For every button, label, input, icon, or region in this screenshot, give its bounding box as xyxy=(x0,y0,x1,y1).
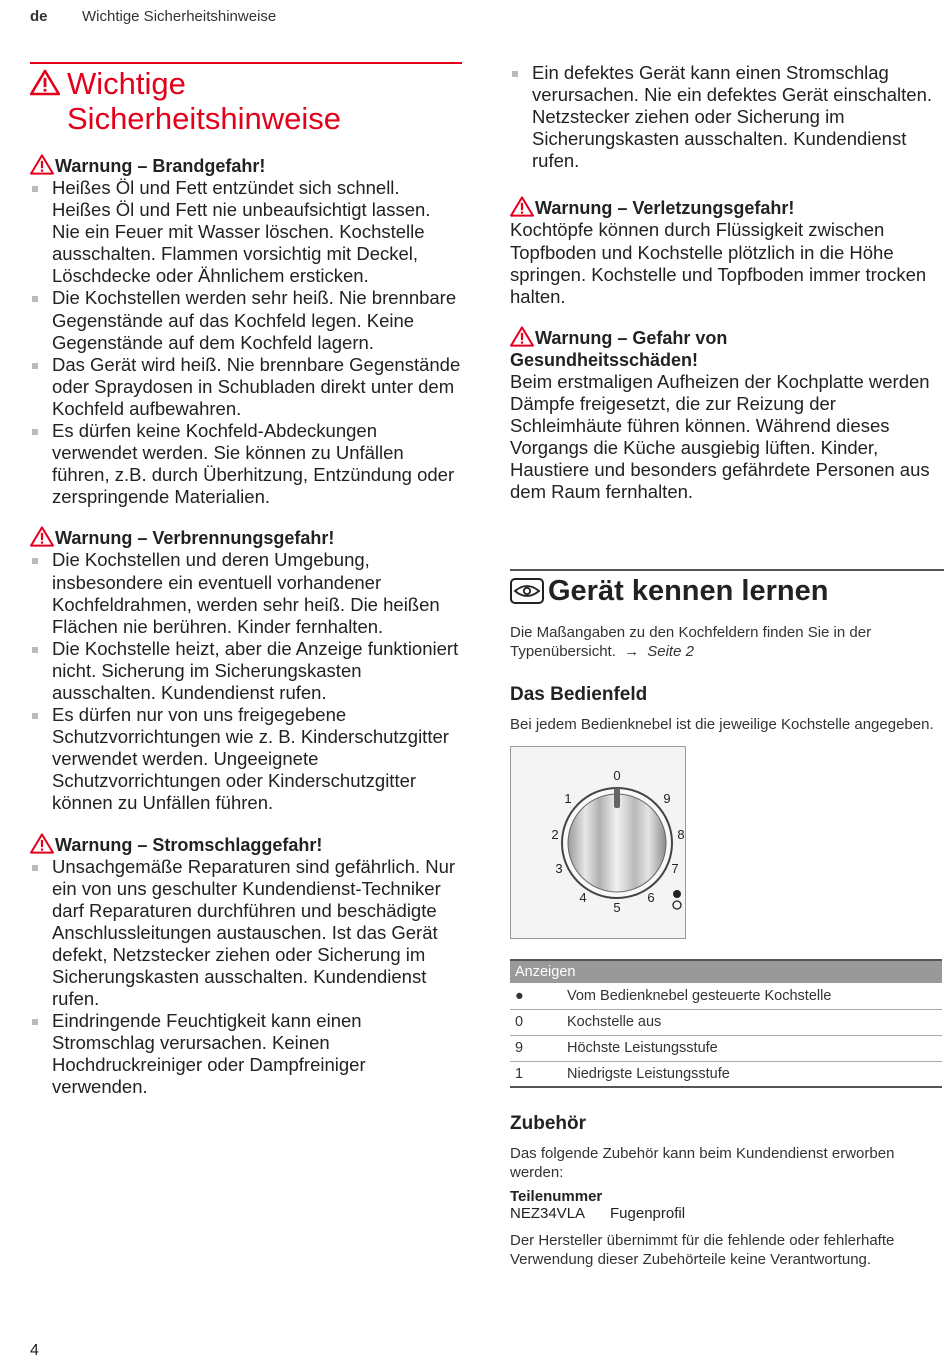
page-header xyxy=(30,8,276,25)
part-number: NEZ34VLA xyxy=(510,1205,586,1223)
health-warning xyxy=(510,326,944,504)
warning-icon xyxy=(30,526,54,547)
warning-list xyxy=(510,62,944,172)
dial-number-0: 0 xyxy=(613,768,621,784)
burn-warning xyxy=(30,526,462,814)
dial-number-1: 1 xyxy=(564,791,572,807)
intro-text-body: Die Maßangaben zu den Kochfeldern finden Sie in der Typenübersicht. xyxy=(510,624,872,661)
intro-text xyxy=(510,623,944,661)
part-name: Fugenprofil xyxy=(610,1205,686,1223)
accessories-text: Das folgende Zubehör kann beim Kundendienst erworben werden: xyxy=(510,1145,895,1182)
dial-number-7: 7 xyxy=(671,861,679,877)
warning-heading-text: Warnung – Verbrennungsgefahr! xyxy=(55,528,335,549)
disclaimer-text: Der Hersteller übernimmt für die fehlende oder fehlerhafte Verwendung dieser Zubehörteile keine Verantwortung. xyxy=(510,1232,895,1269)
list-item: Es dürfen keine Kochfeld-Abdeckungen verwendet werden. Sie können zu Unfällen führen, z.B. durch Überhitzung, Entzündung oder zerspringende Materialien. xyxy=(30,420,462,508)
dial-number-2: 2 xyxy=(551,827,559,843)
accessories-heading: Zubehör xyxy=(510,1113,586,1135)
dial-number-6: 6 xyxy=(647,890,655,906)
table-row xyxy=(510,1009,942,1035)
warning-heading-text: Warnung – Stromschlaggefahr! xyxy=(55,834,323,855)
indicator-table xyxy=(510,959,942,1088)
warning-heading xyxy=(30,833,462,856)
section-rule xyxy=(30,62,462,64)
device-section-title xyxy=(510,573,944,609)
dial-number-3: 3 xyxy=(555,861,563,877)
dial-number-5: 5 xyxy=(613,900,621,916)
dial-number-8: 8 xyxy=(677,827,685,843)
list-item: Heißes Öl und Fett entzündet sich schnell. Heißes Öl und Fett nie unbeaufsichtigt lassen. Nie ein Feuer mit Wasser löschen. Kochstelle ausschalten. Flammen vorsichtig mit Deckel, Löschdecke oder Ähnlichem ersticken. xyxy=(30,177,462,287)
injury-warning xyxy=(510,196,944,307)
table-cell-symbol: 9 xyxy=(510,1035,562,1061)
table-row xyxy=(510,1061,942,1087)
active-zone-dot xyxy=(673,890,681,898)
section-title xyxy=(30,66,462,136)
panel-heading: Das Bedienfeld xyxy=(510,684,648,706)
list-item: Unsachgemäße Reparaturen sind gefährlich. Nur ein von uns geschulter Kundendienst-Techniker darf Reparaturen durchführen und beschädigte Anschlussleitungen austauschen. Ist das Gerät defekt, Netzstecker ziehen oder Sicherung im Sicherungskasten ausschalten. Kundendienst rufen. xyxy=(30,856,462,1011)
warning-text: Beim erstmaligen Aufheizen der Kochplatte werden Dämpfe freigesetzt, die zur Reizung der Schleimhäute führen können. Während dieses Vorgangs die Küche ausgiebig lüften. Kinder, Haustiere und besonders gefährdete Personen aus dem Raum fernhalten. xyxy=(510,370,930,503)
warning-icon xyxy=(30,833,54,854)
eye-icon xyxy=(510,578,544,604)
warning-list xyxy=(30,856,462,1099)
warning-heading xyxy=(30,154,462,177)
list-item: Die Kochstellen werden sehr heiß. Nie brennbare Gegenstände auf das Kochfeld legen. Keine Gegenstände auf dem Kochfeld lagern. xyxy=(30,287,462,353)
control-knob-illustration xyxy=(510,746,686,939)
page-reference-link[interactable]: Seite 2 xyxy=(647,643,694,661)
list-item: Es dürfen nur von uns freigegebene Schutzvorrichtungen wie z. B. Kinderschutzgitter verwendet werden. Ungeeignete Schutzvorrichtungen oder Kinderschutzgitter können zu Unfällen führen. xyxy=(30,704,462,814)
device-section-title-text: Gerät kennen lernen xyxy=(548,575,829,608)
table-cell-symbol: ● xyxy=(510,983,562,1009)
warning-icon xyxy=(510,326,534,347)
panel-text: Bei jedem Bedienknebel ist die jeweilige Kochstelle angegeben. xyxy=(510,716,934,734)
table-cell-symbol: 0 xyxy=(510,1009,562,1035)
warning-icon xyxy=(510,196,534,217)
header-title: Wichtige Sicherheitshinweise xyxy=(82,8,277,25)
list-item: Die Kochstelle heizt, aber die Anzeige funktioniert nicht. Sicherung im Sicherungskasten ausschalten. Kundendienst rufen. xyxy=(30,638,462,704)
table-cell-label: Vom Bedienknebel gesteuerte Kochstelle xyxy=(562,983,942,1009)
warning-heading xyxy=(510,196,944,219)
table-cell-label: Höchste Leistungsstufe xyxy=(562,1035,942,1061)
list-item: Die Kochstellen und deren Umgebung, insbesondere ein eventuell vorhandener Kochfeldrahmen, werden sehr heiß. Die heißen Flächen nie berühren. Kinder fernhalten. xyxy=(30,549,462,637)
table-cell-symbol: 1 xyxy=(510,1061,562,1087)
part-number-label: Teilenummer xyxy=(510,1188,603,1206)
section-title-line1: Wichtige xyxy=(67,66,186,101)
left-column xyxy=(30,62,462,1117)
control-knob xyxy=(511,747,687,940)
warning-icon xyxy=(30,154,54,175)
fire-warning xyxy=(30,154,462,508)
table-cell-label: Niedrigste Leistungsstufe xyxy=(562,1061,942,1087)
dial-number-9: 9 xyxy=(663,791,671,807)
list-item: Eindringende Feuchtigkeit kann einen Stromschlag verursachen. Keinen Hochdruckreiniger oder Dampfreiniger verwenden. xyxy=(30,1010,462,1098)
list-item: Ein defektes Gerät kann einen Stromschlag verursachen. Nie ein defektes Gerät einschalten. Netzstecker ziehen oder Sicherung im Sicherungskasten ausschalten. Kundendienst rufen. xyxy=(510,62,944,172)
warning-list xyxy=(30,549,462,814)
part-row xyxy=(510,1205,944,1223)
table-row xyxy=(510,1035,942,1061)
list-item: Das Gerät wird heiß. Nie brennbare Gegenstände oder Spraydosen in Schubladen direkt unter dem Kochfeld aufbewahren. xyxy=(30,354,462,420)
table-row xyxy=(510,983,942,1009)
warning-heading-text: Gesundheitsschäden! xyxy=(510,349,699,370)
page-number: 4 xyxy=(30,1342,39,1359)
arrow-icon: → xyxy=(624,643,640,661)
shock-warning xyxy=(30,833,462,1099)
section-title-line2: Sicherheitshinweise xyxy=(67,101,341,136)
language-code: de xyxy=(30,8,48,25)
table-header: Anzeigen xyxy=(510,960,942,983)
warning-heading-text: Warnung – Brandgefahr! xyxy=(55,156,266,176)
warning-text: Kochtöpfe können durch Flüssigkeit zwischen Topfboden und Kochstelle plötzlich in die Höhe springen. Kochstelle und Topfboden immer trocken halten. xyxy=(510,219,927,307)
warning-heading xyxy=(30,526,462,549)
section-rule xyxy=(510,569,944,571)
warning-heading-text: Warnung – Gefahr von xyxy=(535,327,728,348)
dial-number-4: 4 xyxy=(579,890,587,906)
warning-list xyxy=(30,177,462,508)
right-column xyxy=(510,62,944,1269)
inactive-zone-dot xyxy=(673,901,681,909)
warning-icon xyxy=(30,69,60,96)
warning-heading-text: Warnung – Verletzungsgefahr! xyxy=(535,198,795,219)
table-cell-label: Kochstelle aus xyxy=(562,1009,942,1035)
warning-heading xyxy=(510,326,944,371)
